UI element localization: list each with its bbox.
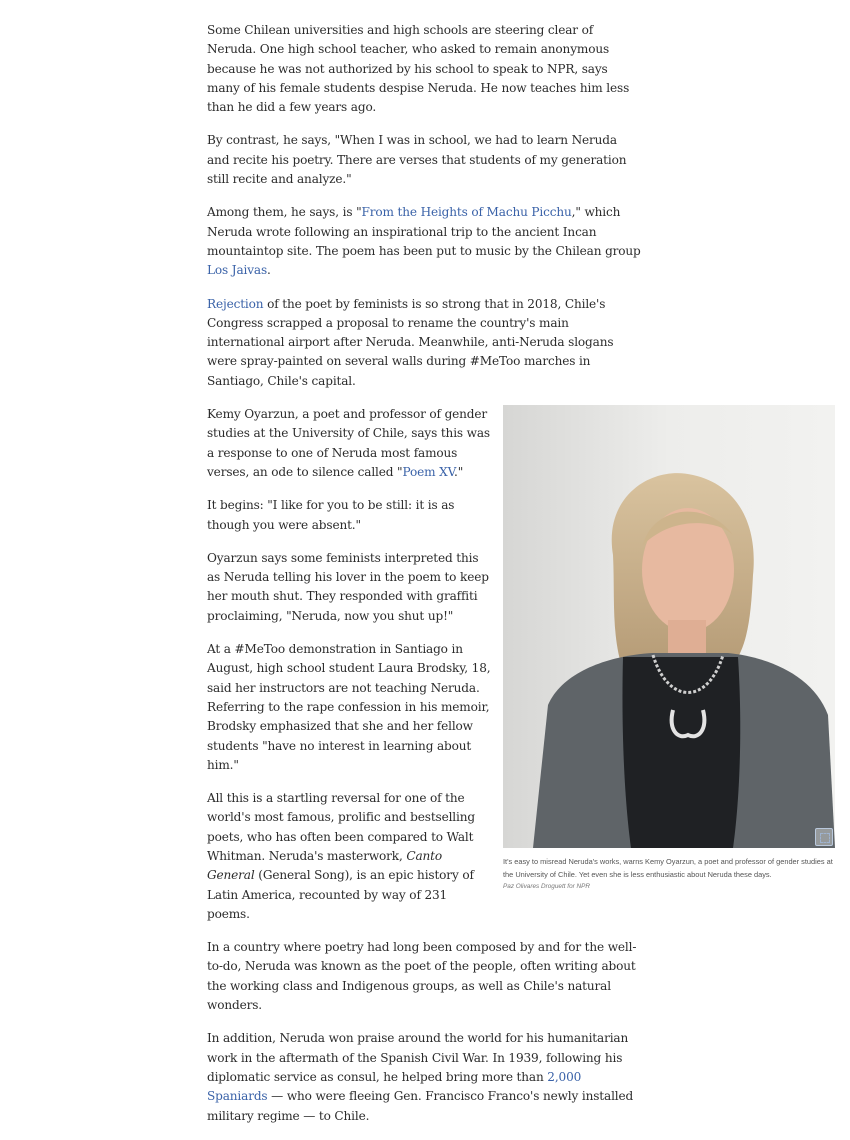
paragraph-9: All this is a startling reversal for one of the world's most famous, prolific and bestselling poets, who has often been compared to Walt Whitman. Neruda's masterwork, Canto General (General Song), is an epic history of Latin America, recounted by way of 231 poems. xyxy=(207,791,475,921)
machu-picchu-link[interactable]: From the Heights of Machu Picchu xyxy=(361,205,572,220)
expand-icon[interactable] xyxy=(815,828,833,846)
figure-caption: It's easy to misread Neruda's works, warns Kemy Oyarzun, a poet and professor of gender studies at the University of Chile. Yet even she is less enthusiastic about Neruda these days. xyxy=(503,857,833,879)
paragraph-2: By contrast, he says, "When I was in school, we had to learn Neruda and recite his poetry. There are verses that students of my generation still recite and analyze." xyxy=(207,133,627,187)
article-body xyxy=(207,21,833,1140)
paragraph-10: In a country where poetry had long been composed by and for the well-to-do, Neruda was known as the poet of the people, often writing about the working class and Indigenous groups, as well as Chile's natural wonders. xyxy=(207,940,637,1013)
rejection-link[interactable]: Rejection xyxy=(207,296,264,311)
los-jaivas-link[interactable]: Los Jaivas xyxy=(207,263,268,278)
paragraph-8: At a #MeToo demonstration in Santiago in August, high school student Laura Brodsky, 18, said her instructors are not teaching Neruda. Referring to the rape confession in his memoir, Brodsky emphasized that she and her fellow students "have no interest in learning about him." xyxy=(207,642,491,772)
paragraph-7: Oyarzun says some feminists interpreted this as Neruda telling his lover in the poem to keep her mouth shut. They responded with graffiti proclaiming, "Neruda, now you shut up!" xyxy=(207,550,489,623)
portrait-photo[interactable] xyxy=(503,405,835,848)
spaniards-link[interactable]: 2,000 Spaniards xyxy=(207,1069,582,1104)
article-figure xyxy=(503,405,836,892)
paragraph-3: Among them, he says, is "From the Heights of Machu Picchu," which Neruda wrote following an inspirational trip to the ancient Incan mountaintop site. The poem has been put to music by the Chilean group Los Jaivas. xyxy=(207,205,641,278)
photo-credit: Paz Olivares Droguett for NPR xyxy=(503,883,591,891)
poem-xv-link[interactable]: Poem XV xyxy=(402,464,455,479)
paragraph-1: Some Chilean universities and high schools are steering clear of Neruda. One high school teacher, who asked to remain anonymous because he was not authorized by his school to speak to NPR, says many of his female students despise Neruda. He now teaches him less than he did a few years ago. xyxy=(207,23,630,115)
paragraph-11: In addition, Neruda won praise around the world for his humanitarian work in the aftermath of the Spanish Civil War. In 1939, following his diplomatic service as consul, he helped bring more than 2,000 Spaniards — who were fleeing Gen. Francisco Franco's newly installed military regime — to Chile. xyxy=(207,1031,634,1123)
paragraph-4: Rejection of the poet by feminists is so strong that in 2018, Chile's Congress scrapped a proposal to rename the country's main international airport after Neruda. Meanwhile, anti-Neruda slogans were spray-painted on several walls during #MeToo marches in Santiago, Chile's capital. xyxy=(207,296,614,388)
paragraph-6: It begins: "I like for you to be still: it is as though you were absent." xyxy=(207,498,455,532)
portrait-illustration xyxy=(503,405,835,848)
paragraph-5: Kemy Oyarzun, a poet and professor of gender studies at the University of Chile, says this was a response to one of Neruda most famous verses, an ode to silence called "Poem XV." xyxy=(207,407,490,479)
